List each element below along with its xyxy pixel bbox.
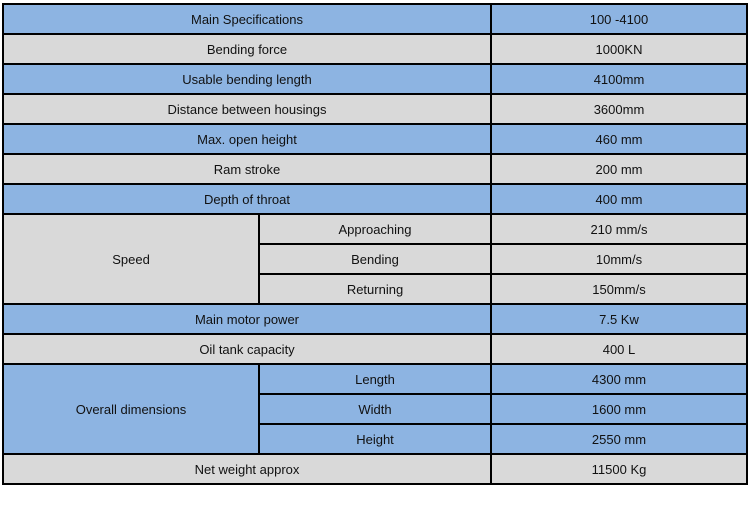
- spec-value: 11500 Kg: [491, 454, 747, 484]
- table-row: [3, 334, 747, 364]
- spec-value: 3600mm: [491, 94, 747, 124]
- spec-label: Bending force: [3, 34, 491, 64]
- spec-value: 200 mm: [491, 154, 747, 184]
- spec-value: 400 mm: [491, 184, 747, 214]
- spec-value: 460 mm: [491, 124, 747, 154]
- spec-label: Ram stroke: [3, 154, 491, 184]
- spec-value: 4300 mm: [491, 364, 747, 394]
- table-row: [3, 214, 747, 244]
- spec-label: Usable bending length: [3, 64, 491, 94]
- spec-value: 4100mm: [491, 64, 747, 94]
- sub-label: Length: [259, 364, 491, 394]
- table-row: [3, 64, 747, 94]
- spec-value: 1600 mm: [491, 394, 747, 424]
- sub-label: Approaching: [259, 214, 491, 244]
- table-row: [3, 364, 747, 394]
- spec-value: 210 mm/s: [491, 214, 747, 244]
- table-row: [3, 184, 747, 214]
- spec-label: Distance between housings: [3, 94, 491, 124]
- spec-label: Depth of throat: [3, 184, 491, 214]
- spec-value: 1000KN: [491, 34, 747, 64]
- sub-label: Bending: [259, 244, 491, 274]
- spec-value: 2550 mm: [491, 424, 747, 454]
- group-label: Speed: [3, 214, 259, 304]
- spec-label: Oil tank capacity: [3, 334, 491, 364]
- spec-value: 400 L: [491, 334, 747, 364]
- sub-label: Width: [259, 394, 491, 424]
- spec-value: 100 -4100: [491, 4, 747, 34]
- table-row: [3, 154, 747, 184]
- sub-label: Returning: [259, 274, 491, 304]
- table-row: [3, 34, 747, 64]
- table-row: [3, 304, 747, 334]
- group-label: Overall dimensions: [3, 364, 259, 454]
- table-row: [3, 4, 747, 34]
- spec-label: Net weight approx: [3, 454, 491, 484]
- sub-label: Height: [259, 424, 491, 454]
- spec-value: 150mm/s: [491, 274, 747, 304]
- table-row: [3, 454, 747, 484]
- spec-value: 7.5 Kw: [491, 304, 747, 334]
- spec-label: Max. open height: [3, 124, 491, 154]
- specifications-table: [2, 3, 748, 485]
- spec-label: Main Specifications: [3, 4, 491, 34]
- table-row: [3, 94, 747, 124]
- spec-label: Main motor power: [3, 304, 491, 334]
- table-row: [3, 124, 747, 154]
- spec-value: 10mm/s: [491, 244, 747, 274]
